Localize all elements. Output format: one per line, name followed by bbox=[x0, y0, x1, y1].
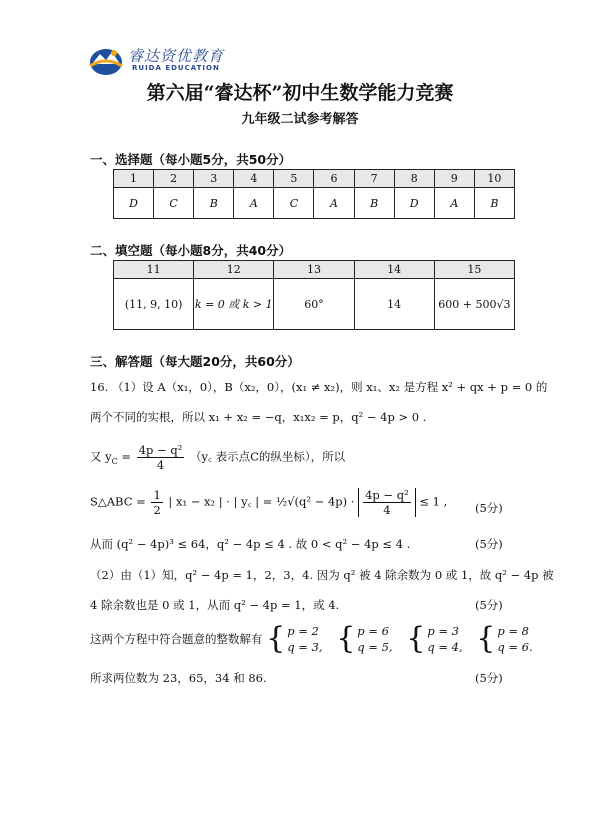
table-cell: B bbox=[354, 188, 394, 219]
table-cell: 15 bbox=[434, 261, 514, 279]
area-half-den: 2 bbox=[153, 503, 161, 517]
table-cell: A bbox=[434, 188, 474, 219]
table-cell: 14 bbox=[354, 279, 434, 330]
table-cell: A bbox=[314, 188, 354, 219]
solution-q: q = 6. bbox=[497, 640, 533, 654]
yc-fraction bbox=[137, 443, 185, 472]
table-cell: 60° bbox=[274, 279, 354, 330]
solutions-prefix: 这两个方程中符合题意的整数解有 bbox=[90, 632, 263, 646]
table-cell: 6 bbox=[314, 170, 354, 188]
yc-note: （y꜀ 表示点C的纵坐标），所以 bbox=[190, 449, 346, 464]
score-label: (5分) bbox=[475, 537, 503, 551]
choice-answer-table bbox=[113, 169, 515, 219]
solution-p: p = 2 bbox=[287, 624, 319, 638]
yc-prefix: 又 y bbox=[90, 449, 112, 464]
yc-denominator: 4 bbox=[156, 458, 165, 472]
table-cell: 13 bbox=[274, 261, 354, 279]
solution-p: p = 6 bbox=[357, 624, 389, 638]
section1-heading: 一、选择题（每小题5分，共50分） bbox=[90, 152, 292, 167]
brace-icon: { bbox=[406, 621, 426, 656]
table-cell: B bbox=[474, 188, 514, 219]
area-formula bbox=[90, 488, 447, 517]
table-cell: k = 0 或 k > 1 bbox=[194, 279, 274, 330]
area-abs-num: 4p − q² bbox=[365, 488, 409, 502]
logo-text-cn: 睿达资优教育 bbox=[128, 47, 225, 65]
solution-p: p = 8 bbox=[497, 624, 529, 638]
section3-heading: 三、解答题（每大题20分，共60分） bbox=[90, 354, 300, 369]
table-cell: 14 bbox=[354, 261, 434, 279]
solution-q: q = 4, bbox=[427, 640, 463, 654]
problem16-line2: 两个不同的实根，所以 x₁ + x₂ = −q，x₁x₂ = p，q² − 4p > 0 . bbox=[90, 410, 427, 424]
area-mid: | x₁ − x₂ | · | y꜀ | = bbox=[168, 494, 277, 509]
solution-system bbox=[357, 623, 392, 655]
brace-icon: { bbox=[476, 621, 496, 656]
area-end: ≤ 1 , bbox=[419, 494, 448, 509]
table-cell: C bbox=[154, 188, 194, 219]
logo-text-en: RUIDA EDUCATION bbox=[132, 64, 220, 72]
table-cell: B bbox=[194, 188, 234, 219]
table-row bbox=[114, 188, 515, 219]
solution-system bbox=[497, 623, 532, 655]
problem16-line1: 16. （1）设 A（x₁，0），B（x₂，0），(x₁ ≠ x₂)，则 x₁、x₂ 是方程 x² + qx + p = 0 的 bbox=[90, 380, 548, 394]
table-cell: 7 bbox=[354, 170, 394, 188]
area-half-num: 1 bbox=[153, 488, 161, 502]
logo bbox=[86, 44, 236, 78]
brace-icon: { bbox=[266, 621, 286, 656]
page-subtitle: 九年级二试参考解答 bbox=[241, 112, 359, 127]
area-prefix: S△ABC = bbox=[90, 494, 150, 509]
page-title: 第六届“睿达杯”初中生数学能力竞赛 bbox=[146, 82, 454, 104]
solution-q: q = 5, bbox=[357, 640, 393, 654]
table-cell: 5 bbox=[274, 170, 314, 188]
table-cell: 8 bbox=[394, 170, 434, 188]
table-cell: 4 bbox=[234, 170, 274, 188]
section2-heading: 二、填空题（每小题8分，共40分） bbox=[90, 243, 292, 258]
yc-sub: C bbox=[111, 456, 118, 466]
table-cell: 12 bbox=[194, 261, 274, 279]
table-cell: D bbox=[394, 188, 434, 219]
score-label: (5分) bbox=[475, 501, 503, 515]
yc-eq: = bbox=[117, 449, 135, 464]
solution-q: q = 3, bbox=[287, 640, 323, 654]
table-cell: 11 bbox=[114, 261, 194, 279]
table-cell: 600 + 500√3 bbox=[434, 279, 514, 330]
table-cell: 2 bbox=[154, 170, 194, 188]
area-abs-fraction bbox=[363, 488, 411, 517]
table-cell: 10 bbox=[474, 170, 514, 188]
table-header-row bbox=[114, 261, 515, 279]
table-row bbox=[114, 279, 515, 330]
table-cell: D bbox=[114, 188, 154, 219]
area-half-fraction bbox=[151, 488, 162, 517]
fill-answer-table bbox=[113, 260, 515, 330]
solution-system bbox=[427, 623, 462, 655]
inequality-line: 从而 (q² − 4p)³ ≤ 64，q² − 4p ≤ 4 . 故 0 < q² − 4p ≤ 4 . bbox=[90, 537, 411, 551]
solution-p: p = 3 bbox=[427, 624, 459, 638]
logo-emblem-icon bbox=[86, 44, 126, 78]
score-label: (5分) bbox=[475, 598, 503, 612]
table-cell: 1 bbox=[114, 170, 154, 188]
area-abs-den: 4 bbox=[383, 503, 391, 517]
score-label: (5分) bbox=[475, 671, 503, 685]
part2-line2: 4 除余数也是 0 或 1，从而 q² − 4p = 1，或 4. bbox=[90, 598, 340, 612]
brace-icon: { bbox=[336, 621, 356, 656]
table-cell: 3 bbox=[194, 170, 234, 188]
table-cell: A bbox=[234, 188, 274, 219]
yc-definition bbox=[90, 443, 345, 472]
area-abs bbox=[358, 488, 416, 517]
area-sqrt: ½√(q² − 4p) · bbox=[276, 494, 359, 509]
table-cell: (11, 9, 10) bbox=[114, 279, 194, 330]
table-cell: C bbox=[274, 188, 314, 219]
solutions-line bbox=[90, 623, 543, 655]
table-cell: 9 bbox=[434, 170, 474, 188]
table-header-row bbox=[114, 170, 515, 188]
final-answer: 所求两位数为 23，65，34 和 86. bbox=[90, 671, 267, 685]
yc-numerator: 4p − q² bbox=[138, 443, 183, 457]
part2-line1: （2）由（1）知，q² − 4p = 1，2，3，4. 因为 q² 被 4 除余数为 0 或 1，故 q² − 4p 被 bbox=[90, 568, 554, 582]
solution-system bbox=[287, 623, 322, 655]
